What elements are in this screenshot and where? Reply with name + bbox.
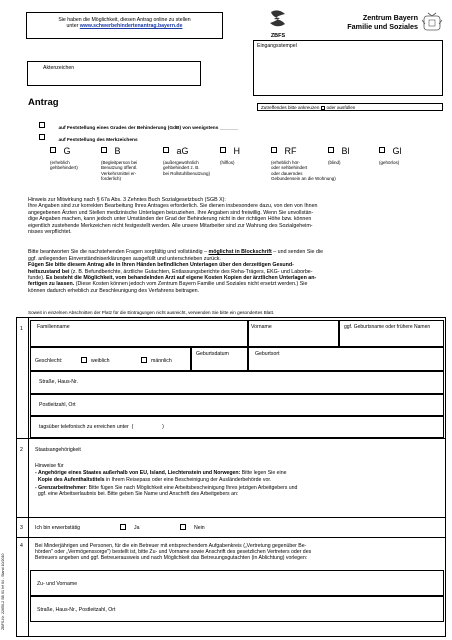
staatsangehoerigkeit-input[interactable] [35,454,115,463]
vertreter-name-label: Zu- und Vorname [37,581,78,587]
page-title: Antrag [28,97,59,108]
section-4-number: 4 [20,543,23,549]
agency-line2: Familie und Soziales [347,21,418,31]
eingangsstempel-label: Eingangsstempel [257,43,297,49]
merkzeichen-bl-code: Bl [341,146,350,156]
merkzeichen-ag-desc: (außergewöhnlich gehbehindert z. B. bei Rollstuhlbenutzung) [163,160,211,176]
merkzeichen-h [220,141,240,165]
telefon-label: tagsüber telefonisch zu erreichen unter ( ) [39,424,164,430]
hinweis-grenzarbeitnehmer-bold: - Grenzarbeitnehmer [35,485,86,491]
hinweis-grenzarbeitnehmer: : Bitte fügen Sie nach Möglichkeit eine Arbeitsbescheinigung Ihres jetzigen Arbeitgebers und ggf. eine Arbeitserlaubnis bei. Bitte geben Sie Name und Anschrift des Arbeitgebers an: [37,485,298,498]
geburtsort-field[interactable] [248,347,444,371]
weiblich-label: weiblich [91,358,110,364]
geschlecht-row [30,347,191,371]
merkzeichen-h-desc: (hilflos) [220,160,235,165]
vertreter-anschrift-label: Straße, Haus-Nr., Postleitzahl, Ort [37,607,116,613]
vertreter-name-field[interactable] [30,570,444,596]
merkzeichen-b-code: B [114,146,121,156]
hinweis-aufenthaltstitel-bold: Kopie des Aufenthaltstitels [35,476,105,483]
aktenzeichen-box[interactable] [27,61,201,86]
hinweis-aufenthaltstitel: in Ihrem Reisepass oder eine Bescheinigung der Ausländerbehörde vor. [104,476,272,483]
logo-mark-icon [265,9,291,29]
merkzeichen-gl-checkbox[interactable] [379,147,385,153]
online-notice-box [26,12,223,39]
instructions-d: (Diese Kosten können jedoch vom Zentrum Bayern Familie und Soziales nicht ersetzt werden.) Sie können dadurch erheblich zur Beschleunigung des Verfahrens beitragen. [28,281,308,294]
merkzeichen-gl-code: Gl [392,146,402,156]
maennlich-checkbox[interactable] [141,357,147,363]
merkzeichen-g-desc: (erheblich gehbehindert) [50,160,78,171]
ankreuzen-hint-b: oder ausfüllen [326,105,356,110]
merkzeichen-gl-desc: (gehörlos) [379,160,400,165]
erwerbstaetig-label: Ich bin erwerbstätig [35,525,80,531]
instructions-c-bold: Fügen Sie bitte diesem Antrag alle in Ihren Händen befindlichen Unterlagen über den derzeitigen Gesund- heitszustand bei [28,262,294,275]
strasse-field[interactable] [30,371,444,394]
plz-ort-label: Postleitzahl, Ort [39,402,76,408]
geburtsname-field[interactable] [339,320,444,347]
online-notice-link[interactable]: www.schwerbehindertenantrag.bayern.de [79,23,183,30]
erwerbstaetig-nein-label: Nein [194,525,205,531]
merkzeichen-h-checkbox[interactable] [220,147,226,153]
instructions-a-bold: möglichst in Blockschrift [208,249,272,256]
merkzeichen-b [101,141,137,182]
arbeitgeber-input[interactable] [35,499,440,516]
geschlecht-label: Geschlecht: [35,358,63,364]
merkzeichen-b-checkbox[interactable] [101,147,107,153]
coat-of-arms-icon [421,12,443,32]
section-2 [16,438,446,517]
strasse-label: Straße, Haus-Nr. [39,379,78,385]
instructions-a-end: – und senden Sie die [271,249,324,256]
section-3 [16,517,446,537]
aktenzeichen-label: Aktenzeichen [43,65,75,71]
merkzeichen-rf-code: RF [284,146,297,156]
instructions-b: ggf. anliegenden Einverständniserklärungen ausgefüllt und unterschrieben zurück. [28,255,221,262]
staatsangehoerigkeit-label: Staatsangehörigkeit [35,447,81,453]
maennlich-label: männlich [151,358,172,364]
section-3-number: 3 [20,525,23,531]
online-notice-prefix: unter [66,23,80,30]
merkzeichen-rf [271,141,336,182]
eingangsstempel-box [253,40,443,96]
merkzeichen-g-code: G [63,146,71,156]
familienname-label: Familienname [37,324,70,330]
agency-line1: Zentrum Bayern [362,13,418,22]
vertreter-text: Bei Minderjährigen und Personen, für die ein Betreuer mit entsprechendem Aufgabenkreis („Vertretung gegenüber Be- hörden" oder „Vermögenssorge") bestellt ist, bitte Zu- und Vorname sowie Anschrift des gesetzlichen Vertreters oder des Betreuers angeben und ggf. Betreuerausweis und nach Möglichkeit das Betreuungsgutachten (in Ablichtung) vorlegen: [35,543,312,562]
merkzeichen-ag-checkbox[interactable] [163,147,169,153]
section-1-number: 1 [20,326,23,332]
ankreuzen-hint-a: Zutreffendes bitte ankreuzen [261,105,320,110]
erwerbstaetig-nein-checkbox[interactable] [180,524,186,530]
instructions-c: (z. B. Befundberichte, ärztliche Gutachten, Entlassungsberichte des Reha-Trägers, EKG- und Laborbe- funde). [28,268,313,282]
platz-hinweis: Soweit in einzelnen Abschnitten der Platz für die Eintragungen nicht ausreicht, verwenden Sie bitte ein gesondertes Blatt. [28,310,275,315]
telefon-field[interactable] [30,416,444,438]
gdb-checkbox[interactable] [39,122,45,128]
hinweis-nicht-eu: Bitte legen Sie eine [240,470,287,476]
merkzeichen-b-desc: (Begleitperson bei Benutzung öffentl. Verkehrsmittel er- forderlich) [101,160,138,182]
logo-text: ZBFS [270,33,286,39]
erwerbstaetig-ja-checkbox[interactable] [120,524,126,530]
vertreter-anschrift-field[interactable] [30,596,444,622]
merkzeichen-checkbox[interactable] [39,134,45,140]
zbfs-logo [265,9,291,37]
gdb-option-label: auf Feststellung eines Grades der Behinderung (GdB) von wenigstens _______ [58,126,239,131]
merkzeichen-rf-checkbox[interactable] [271,147,277,153]
vorname-label: Vorname [251,324,272,330]
form-side-code: ZBFS-Nr. 22650-2 SB 01 Inf 04 - Stand 10/2010 [1,553,5,630]
geburtsname-label: ggf. Geburtsname oder frühere Namen [344,324,431,330]
merkzeichen-bl [328,141,349,165]
hinweise-fuer-label: Hinweise für [35,463,64,469]
merkzeichen-g [50,141,78,171]
merkzeichen-row [50,141,450,191]
merkzeichen-ag [163,141,210,176]
bavarian-coat-of-arms [421,12,443,32]
instructions-d-bold: Es besteht die Möglichkeit, vom behandelnden Arzt auf eigene Kosten Kopien der ärztlichen Unterlagen an- fertigen zu lassen. [28,275,317,288]
merkzeichen-gl [379,141,401,165]
section-2-number: 2 [20,447,23,453]
plz-ort-field[interactable] [30,394,444,416]
familienname-field[interactable] [30,320,248,347]
merkzeichen-bl-checkbox[interactable] [328,147,334,153]
instructions-paragraph [28,243,446,294]
hint-sample-checkbox [321,106,326,111]
mitwirkung-hinweis: Hinweis zur Mitwirkung nach § 67a Abs. 3 Zehntes Buch Sozialgesetzbuch (SGB X): Ihre Angaben sind zur korrekten Bearbeitung Ihres Antrages erforderlich. Sie dienen insbesondere dazu, von den von Ihnen angegebenen Ärzten und Stellen medizinische Unterlagen beizuziehen. Ihre Angaben sind freiwillig. Wenn Sie unvollstän- dige Angaben machen, kann jedoch unter Umständen der Grad der Behinderung nicht in der richtigen Höhe bzw. können eigentlich zustehende Merkzeichen nicht festgestellt werden. Alle unsere Mitarbeiter sind zur Wahrung des Sozialgeheim- nisses verpflichtet. [28,197,318,236]
instructions-a: Bitte beantworten Sie die nachstehenden Fragen sorgfältig und vollständig – [28,249,209,256]
merkzeichen-g-checkbox[interactable] [50,147,56,153]
online-notice-line1: Sie haben die Möglichkeit, diesen Antrag online zu stellen [58,17,191,23]
ankreuzen-hint [257,103,443,111]
weiblich-checkbox[interactable] [81,357,87,363]
erwerbstaetig-ja-label: Ja [134,525,140,531]
vorname-field[interactable] [248,320,339,347]
merkzeichen-ag-code: aG [176,146,189,156]
hinweis-nicht-eu-bold: - Angehörige eines Staates außerhalb von EU, Island, Liechtenstein und Norwegen: [35,470,241,476]
geburtsdatum-field[interactable] [191,347,248,371]
geburtsort-label: Geburtsort [255,351,280,357]
merkzeichen-option-label: auf Feststellung des Merkzeichens [58,138,138,143]
merkzeichen-h-code: H [233,146,240,156]
merkzeichen-rf-desc: (erheblich hör- oder sehbehindert oder dauerndes Gebundensein an die Wohnung) [271,160,336,182]
merkzeichen-bl-desc: (blind) [328,160,341,165]
geburtsdatum-label: Geburtsdatum [196,351,229,357]
